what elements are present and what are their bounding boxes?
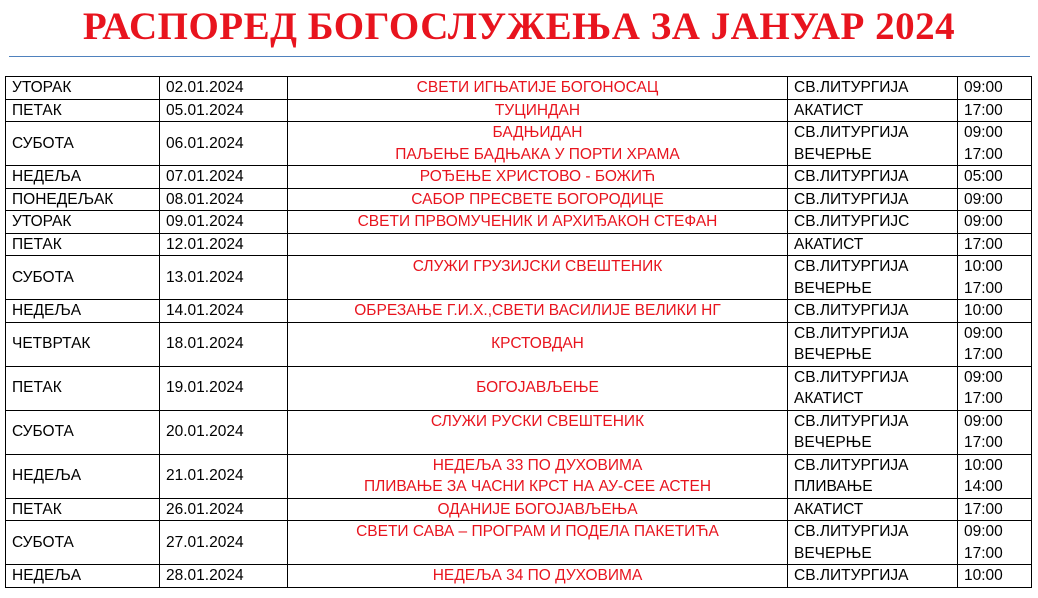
event-cell: [288, 99, 788, 122]
date-cell: 21.01.2024: [160, 454, 288, 498]
day-cell: НЕДЕЉА: [6, 300, 160, 323]
service-cell: [788, 99, 958, 122]
time-line: 09:00: [964, 190, 1003, 208]
date-cell: 09.01.2024: [160, 211, 288, 234]
service-cell: [788, 300, 958, 323]
time-cell: [958, 498, 1032, 521]
service-cell: [788, 454, 958, 498]
service-cell: [788, 188, 958, 211]
time-line: 09:00: [964, 79, 1003, 96]
schedule-row: [6, 322, 1032, 366]
time-cell: [958, 122, 1032, 166]
event-line: САБОР ПРЕСВЕТЕ БОГОРОДИЦЕ: [411, 190, 664, 208]
service-line: АКАТИСТ: [794, 101, 864, 119]
time-cell: [958, 322, 1032, 366]
time-line: 17:00: [964, 434, 1003, 451]
date-cell: 14.01.2024: [160, 300, 288, 323]
day-cell: ПЕТАК: [6, 366, 160, 410]
service-line: ПЛИВАЊЕ: [794, 478, 873, 495]
time-cell: [958, 300, 1032, 323]
event-cell: [288, 122, 788, 166]
service-line: СВ.ЛИТУРГИЈА: [794, 258, 909, 275]
service-line: СВ.ЛИТУРГИЈА: [794, 168, 909, 185]
time-cell: [958, 454, 1032, 498]
time-cell: [958, 233, 1032, 256]
service-line: СВ.ЛИТУРГИЈА: [794, 302, 909, 319]
time-cell: [958, 521, 1032, 565]
time-cell: [958, 188, 1032, 211]
day-cell: СУБОТА: [6, 122, 160, 166]
schedule-row: [6, 410, 1032, 454]
service-line: СВ.ЛИТУРГИЈА: [794, 412, 909, 430]
time-cell: [958, 77, 1032, 100]
event-cell: [288, 498, 788, 521]
time-line: 17:00: [964, 346, 1003, 363]
schedule-row: [6, 122, 1032, 166]
date-cell: 27.01.2024: [160, 521, 288, 565]
schedule-row: [6, 521, 1032, 565]
event-line: БОГОЈАВЉЕЊЕ: [476, 379, 599, 397]
event-line: РОЂЕЊЕ ХРИСТОВО - БОЖИЋ: [419, 168, 656, 185]
event-line: КРСТОВДАН: [491, 335, 584, 353]
event-cell: [288, 565, 788, 588]
schedule-row: [6, 498, 1032, 521]
schedule-row: [6, 233, 1032, 256]
event-cell: [288, 188, 788, 211]
event-cell: [288, 454, 788, 498]
event-cell: [288, 166, 788, 189]
day-cell: НЕДЕЉА: [6, 166, 160, 189]
time-line: 17:00: [964, 390, 1003, 407]
time-line: 17:00: [964, 500, 1003, 518]
time-cell: [958, 565, 1032, 588]
time-line: 14:00: [964, 478, 1003, 495]
time-line: 09:00: [964, 324, 1003, 342]
service-line: АКАТИСТ: [794, 235, 864, 253]
time-cell: [958, 99, 1032, 122]
service-cell: [788, 166, 958, 189]
schedule-row: [6, 565, 1032, 588]
service-line: АКАТИСТ: [794, 500, 864, 518]
day-cell: ПЕТАК: [6, 498, 160, 521]
service-line: СВ.ЛИТУРГИЈА: [794, 324, 909, 342]
time-line: 17:00: [964, 279, 1003, 297]
time-cell: [958, 410, 1032, 454]
event-cell: [288, 211, 788, 234]
event-line: СВЕТИ САВА – ПРОГРАМ И ПОДЕЛА ПАКЕТИЋА: [356, 523, 719, 540]
service-cell: [788, 565, 958, 588]
service-line: СВ.ЛИТУРГИЈА: [794, 456, 909, 474]
schedule-row: [6, 188, 1032, 211]
event-cell: [288, 410, 788, 454]
day-cell: НЕДЕЉА: [6, 454, 160, 498]
date-cell: 20.01.2024: [160, 410, 288, 454]
event-line: СВЕТИ ПРВОМУЧЕНИК И АРХИЂАКОН СТЕФАН: [357, 213, 718, 230]
event-line: ПАЉЕЊЕ БАДЊАКА У ПОРТИ ХРАМА: [395, 145, 680, 163]
schedule-body: [6, 77, 1032, 588]
time-line: 09:00: [964, 213, 1003, 230]
time-line: 09:00: [964, 412, 1003, 430]
service-line: ВЕЧЕРЊЕ: [794, 279, 872, 297]
day-cell: ЧЕТВРТАК: [6, 322, 160, 366]
event-line: ОДАНИЈЕ БОГОЈАВЉЕЊА: [437, 500, 638, 518]
schedule-row: [6, 99, 1032, 122]
day-cell: СУБОТА: [6, 521, 160, 565]
time-cell: [958, 256, 1032, 300]
event-cell: [288, 521, 788, 565]
time-line: 10:00: [964, 456, 1003, 474]
event-line: НЕДЕЉА 33 ПО ДУХОВИМА: [432, 456, 643, 474]
time-line: 17:00: [964, 145, 1003, 163]
event-cell: [288, 233, 788, 256]
event-line: БАДЊИДАН: [492, 124, 583, 141]
event-cell: [288, 322, 788, 366]
day-cell: УТОРАК: [6, 77, 160, 100]
event-line: НЕДЕЉА 34 ПО ДУХОВИМА: [432, 567, 643, 584]
day-cell: УТОРАК: [6, 211, 160, 234]
service-line: СВ.ЛИТУРГИЈА: [794, 190, 909, 208]
service-line: АКАТИСТ: [794, 390, 864, 407]
date-cell: 08.01.2024: [160, 188, 288, 211]
event-line: ОБРЕЗАЊЕ Г.И.Х.,СВЕТИ ВАСИЛИЈЕ ВЕЛИКИ НГ: [354, 302, 721, 319]
schedule-row: [6, 211, 1032, 234]
time-cell: [958, 211, 1032, 234]
time-cell: [958, 366, 1032, 410]
service-line: ВЕЧЕРЊЕ: [794, 434, 872, 451]
time-cell: [958, 166, 1032, 189]
event-line: СЛУЖИ РУСКИ СВЕШТЕНИК: [430, 412, 645, 430]
service-cell: [788, 498, 958, 521]
day-cell: ПЕТАК: [6, 99, 160, 122]
service-line: СВ.ЛИТУРГИЈА: [794, 523, 909, 540]
service-cell: [788, 233, 958, 256]
time-line: 17:00: [964, 544, 1003, 562]
time-line: 09:00: [964, 523, 1003, 540]
title-divider: [9, 56, 1030, 57]
day-cell: СУБОТА: [6, 256, 160, 300]
date-cell: 12.01.2024: [160, 233, 288, 256]
date-cell: 13.01.2024: [160, 256, 288, 300]
service-line: СВ.ЛИТУРГИЈА: [794, 368, 909, 386]
date-cell: 05.01.2024: [160, 99, 288, 122]
service-line: СВ.ЛИТУРГИЈС: [794, 213, 910, 230]
day-cell: НЕДЕЉА: [6, 565, 160, 588]
service-line: ВЕЧЕРЊЕ: [794, 145, 872, 163]
event-cell: [288, 256, 788, 300]
event-line: [294, 543, 781, 565]
service-cell: [788, 77, 958, 100]
time-line: 09:00: [964, 368, 1003, 386]
event-line: [294, 278, 781, 300]
date-cell: 26.01.2024: [160, 498, 288, 521]
date-cell: 19.01.2024: [160, 366, 288, 410]
service-line: СВ.ЛИТУРГИЈА: [794, 124, 909, 141]
schedule-row: [6, 256, 1032, 300]
service-cell: [788, 211, 958, 234]
service-line: СВ.ЛИТУРГИЈА: [794, 567, 909, 584]
service-cell: [788, 366, 958, 410]
date-cell: 07.01.2024: [160, 166, 288, 189]
schedule-row: [6, 454, 1032, 498]
day-cell: ПОНЕДЕЉАК: [6, 188, 160, 211]
service-cell: [788, 410, 958, 454]
service-cell: [788, 256, 958, 300]
schedule-row: [6, 366, 1032, 410]
time-line: 10:00: [964, 258, 1003, 275]
schedule-table: [5, 76, 1032, 588]
time-line: 05:00: [964, 168, 1003, 185]
schedule-row: [6, 77, 1032, 100]
event-line: ТУЦИНДАН: [494, 101, 581, 119]
event-cell: [288, 77, 788, 100]
time-line: 17:00: [964, 101, 1003, 119]
date-cell: 06.01.2024: [160, 122, 288, 166]
day-cell: ПЕТАК: [6, 233, 160, 256]
date-cell: 28.01.2024: [160, 565, 288, 588]
service-line: ВЕЧЕРЊЕ: [794, 346, 872, 363]
event-cell: [288, 366, 788, 410]
date-cell: 02.01.2024: [160, 77, 288, 100]
event-line: СВЕТИ ИГЊАТИЈЕ БОГОНОСАЦ: [416, 79, 659, 96]
event-line: ПЛИВАЊЕ ЗА ЧАСНИ КРСТ НА АУ-СЕЕ АСТЕН: [363, 478, 712, 495]
date-cell: 18.01.2024: [160, 322, 288, 366]
time-line: 10:00: [964, 302, 1003, 319]
page-title: РАСПОРЕД БОГОСЛУЖЕЊА ЗА ЈАНУАР 2024: [82, 5, 956, 48]
service-line: СВ.ЛИТУРГИЈА: [794, 79, 909, 96]
event-line: СЛУЖИ ГРУЗИЈСКИ СВЕШТЕНИК: [412, 258, 663, 275]
schedule-row: [6, 166, 1032, 189]
service-cell: [788, 122, 958, 166]
time-line: 09:00: [964, 124, 1003, 141]
event-cell: [288, 300, 788, 323]
service-cell: [788, 322, 958, 366]
time-line: 10:00: [964, 567, 1003, 584]
time-line: 17:00: [964, 235, 1003, 253]
service-cell: [788, 521, 958, 565]
event-line: [294, 432, 781, 454]
service-line: ВЕЧЕРЊЕ: [794, 544, 872, 562]
day-cell: СУБОТА: [6, 410, 160, 454]
schedule-row: [6, 300, 1032, 323]
event-line: [294, 234, 781, 256]
